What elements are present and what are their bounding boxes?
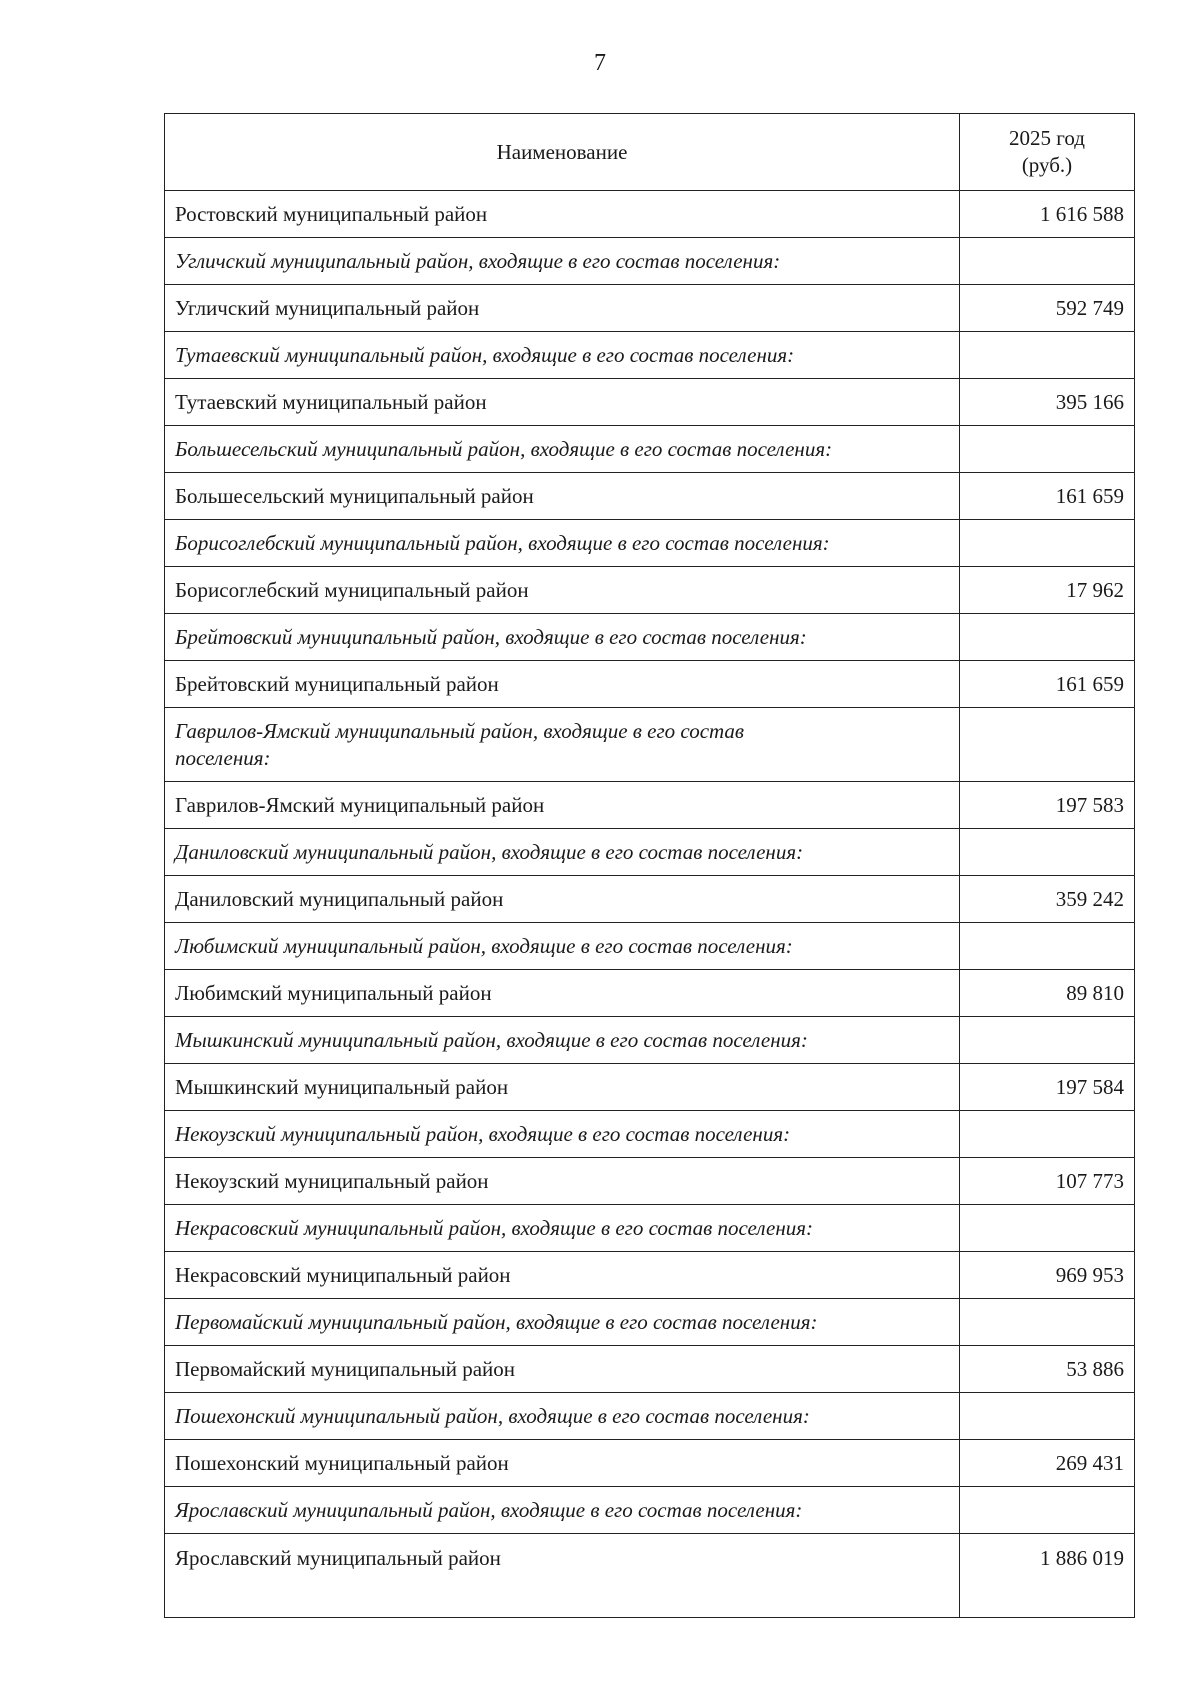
row-value: 592 749 <box>960 285 1135 332</box>
table-row-section <box>165 1299 1135 1346</box>
table-row <box>165 1064 1135 1111</box>
row-value <box>960 1487 1135 1534</box>
row-value <box>960 1205 1135 1252</box>
table-header-row <box>165 114 1135 191</box>
row-name: Некрасовский муниципальный район <box>165 1252 960 1299</box>
row-name: Большесельский муниципальный район, входящие в его состав поселения: <box>165 426 960 473</box>
row-name: Первомайский муниципальный район <box>165 1346 960 1393</box>
row-name: Даниловский муниципальный район, входящие в его состав поселения: <box>165 829 960 876</box>
table-row-section <box>165 238 1135 285</box>
row-name: Брейтовский муниципальный район <box>165 661 960 708</box>
row-name: Тутаевский муниципальный район, входящие в его состав поселения: <box>165 332 960 379</box>
header-year: 2025 год (руб.) <box>960 114 1135 191</box>
table-body <box>165 191 1135 1618</box>
budget-table <box>164 113 1135 1618</box>
row-name: Некоузский муниципальный район, входящие в его состав поселения: <box>165 1111 960 1158</box>
table-row-section <box>165 1487 1135 1534</box>
row-value <box>960 614 1135 661</box>
row-name: Борисоглебский муниципальный район, входящие в его состав поселения: <box>165 520 960 567</box>
row-name: Борисоглебский муниципальный район <box>165 567 960 614</box>
table-row <box>165 1534 1135 1618</box>
table-row-section <box>165 923 1135 970</box>
table-row <box>165 1440 1135 1487</box>
row-name: Ярославский муниципальный район, входящие в его состав поселения: <box>165 1487 960 1534</box>
row-name: Угличский муниципальный район, входящие в его состав поселения: <box>165 238 960 285</box>
row-value: 1 616 588 <box>960 191 1135 238</box>
row-name: Мышкинский муниципальный район <box>165 1064 960 1111</box>
table-row-section <box>165 1393 1135 1440</box>
table-row-section <box>165 426 1135 473</box>
table-row-section <box>165 614 1135 661</box>
row-name: Первомайский муниципальный район, входящие в его состав поселения: <box>165 1299 960 1346</box>
row-value <box>960 708 1135 782</box>
row-name: Пошехонский муниципальный район, входящие в его состав поселения: <box>165 1393 960 1440</box>
table-row <box>165 567 1135 614</box>
table-row-section <box>165 1205 1135 1252</box>
row-value: 161 659 <box>960 473 1135 520</box>
table-row <box>165 782 1135 829</box>
page-number: 7 <box>594 50 606 76</box>
row-name: Гаврилов-Ямский муниципальный район, входящие в его состав поселения: <box>165 708 960 782</box>
row-name: Угличский муниципальный район <box>165 285 960 332</box>
table-row-section <box>165 520 1135 567</box>
row-name: Мышкинский муниципальный район, входящие в его состав поселения: <box>165 1017 960 1064</box>
row-value <box>960 332 1135 379</box>
row-name: Гаврилов-Ямский муниципальный район <box>165 782 960 829</box>
row-value: 197 584 <box>960 1064 1135 1111</box>
row-name: Некоузский муниципальный район <box>165 1158 960 1205</box>
table-row <box>165 379 1135 426</box>
row-name: Даниловский муниципальный район <box>165 876 960 923</box>
row-value: 53 886 <box>960 1346 1135 1393</box>
row-value: 269 431 <box>960 1440 1135 1487</box>
row-value <box>960 1017 1135 1064</box>
row-name: Тутаевский муниципальный район <box>165 379 960 426</box>
row-value <box>960 1111 1135 1158</box>
row-value: 197 583 <box>960 782 1135 829</box>
row-value <box>960 1299 1135 1346</box>
row-value <box>960 923 1135 970</box>
row-name: Брейтовский муниципальный район, входящие в его состав поселения: <box>165 614 960 661</box>
table-row <box>165 285 1135 332</box>
table-row <box>165 1252 1135 1299</box>
row-value <box>960 520 1135 567</box>
row-name: Любимский муниципальный район, входящие в его состав поселения: <box>165 923 960 970</box>
row-value <box>960 238 1135 285</box>
table-row <box>165 473 1135 520</box>
row-value: 161 659 <box>960 661 1135 708</box>
table-row <box>165 191 1135 238</box>
row-value <box>960 829 1135 876</box>
row-value: 969 953 <box>960 1252 1135 1299</box>
table-row <box>165 1158 1135 1205</box>
table-row <box>165 876 1135 923</box>
table-row-section <box>165 1017 1135 1064</box>
table-row-section <box>165 829 1135 876</box>
table-row-section <box>165 332 1135 379</box>
table-row <box>165 970 1135 1017</box>
row-value <box>960 426 1135 473</box>
row-name: Пошехонский муниципальный район <box>165 1440 960 1487</box>
row-value <box>960 1393 1135 1440</box>
row-name: Ростовский муниципальный район <box>165 191 960 238</box>
row-value: 107 773 <box>960 1158 1135 1205</box>
table-row-section <box>165 708 1135 782</box>
row-name: Некрасовский муниципальный район, входящие в его состав поселения: <box>165 1205 960 1252</box>
table-row-section <box>165 1111 1135 1158</box>
row-value: 17 962 <box>960 567 1135 614</box>
table-row <box>165 661 1135 708</box>
row-name: Большесельский муниципальный район <box>165 473 960 520</box>
row-value: 395 166 <box>960 379 1135 426</box>
row-name: Любимский муниципальный район <box>165 970 960 1017</box>
row-name: Ярославский муниципальный район <box>165 1534 960 1618</box>
header-name: Наименование <box>165 114 960 191</box>
row-value: 359 242 <box>960 876 1135 923</box>
row-value: 1 886 019 <box>960 1534 1135 1618</box>
row-value: 89 810 <box>960 970 1135 1017</box>
table-row <box>165 1346 1135 1393</box>
